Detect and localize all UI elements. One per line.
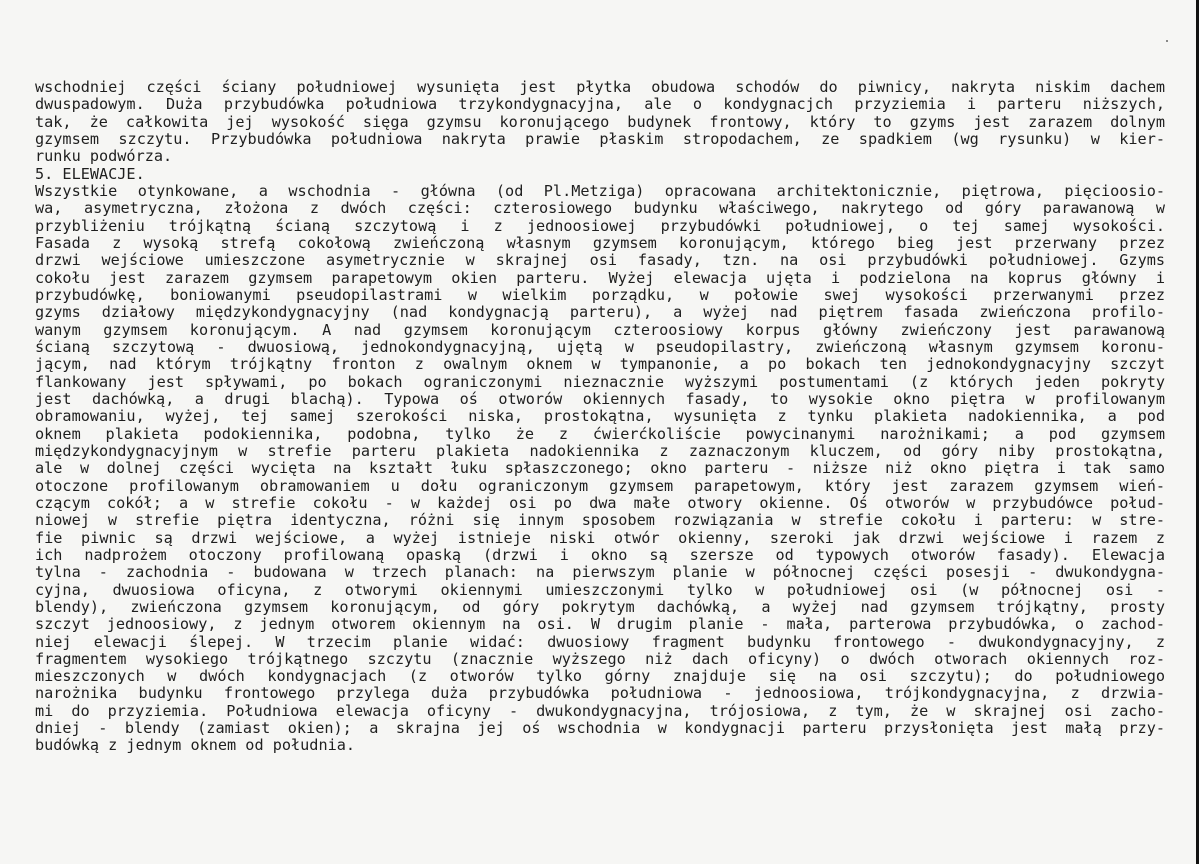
scan-speck — [1166, 40, 1168, 42]
text-line: runku podwórza. — [35, 148, 173, 166]
text-line: wschodniej części ściany południowej wysunięta jest płytka obudowa schodów do piwnicy, nakryta niskim dachem — [35, 79, 1165, 96]
text-line: dniej - blendy (zamiast okien); a skrajna jej oś wschodnia w kondygnacji parteru przysłonięta jest małą przy- — [35, 720, 1165, 738]
text-line: obramowaniu, wyżej, tej samej szerokości niska, prostokątna, wysunięta z tynku plakieta nadokiennika, a pod — [35, 408, 1165, 426]
text-line: tak, że całkowita jej wysokość sięga gzymsu koronującego budynek frontowy, który to gzyms jest zarazem dolnym — [35, 113, 1165, 131]
text-line: przybliżeniu trójkątną ścianą szczytową i z jednoosiowej przybudówki południowej, o tej samej wysokości. — [35, 217, 1165, 235]
text-line: jest dachówką, a drugi blachą). Typowa oś otworów okiennych fasady, to wysokie okno piętra w profilowanym — [35, 390, 1165, 408]
text-line: blendy), zwieńczona gzymsem koronującym, od góry pokrytym dachówką, a wyżej nad gzymsem trójkątny, prosty — [35, 598, 1165, 616]
text-line: szczyt jednoosiowy, z jednym otworem okiennym na osi. W drugim planie - mała, parterowa przybudówka, o zachod- — [35, 616, 1165, 634]
text-line: czącym cokół; a w strefie cokołu - w każdej osi po dwa małe otwory okienne. Oś otworów w przybudówce połud- — [35, 494, 1165, 512]
text-line: niowej w strefie piętra identyczna, różni się innym sposobem rozwiązania w strefie cokołu i parteru: w stre- — [35, 512, 1165, 530]
document-text — [35, 79, 1165, 755]
text-line: Wszystkie otynkowane, a wschodnia - główna (od Pl.Metziga) opracowana architektonicznie, piętrowa, pięcioosio- — [35, 182, 1165, 200]
text-line: fie piwnic są drzwi wejściowe, a wyżej istnieje niski otwór okienny, szeroki jak drzwi wejściowe i razem z — [35, 529, 1165, 547]
text-line: niej elewacji ślepej. W trzecim planie widać: dwuosiowy fragment budynku frontowego - dwukondygnacyjny, z — [35, 633, 1165, 651]
text-line: cyjna, dwuosiowa oficyna, z otworymi okiennymi umieszczonymi tylko w południowej osi (w północnej osi - — [35, 581, 1165, 599]
text-line: oknem plakieta podokiennika, podobna, tylko że z ćwierćkoliście powycinanymi narożnikami; a pod gzymsem — [35, 425, 1165, 443]
text-line: ich nadprożem otoczony profilowaną opaską (drzwi i okno są szersze od typowych otworów fasady). Elewacja — [35, 546, 1165, 564]
text-line: gzyms działowy międzykondygnacyjny (nad kondygnacją parteru), a wyżej nad piętrem fasada zwieńczona profilo- — [35, 304, 1165, 322]
text-line: ale w dolnej części wycięta na kształt łuku spłaszczonego; okno parteru - niższe niż okno piętra i tak samo — [35, 460, 1165, 478]
text-line: drzwi wejściowe umieszczone asymetrycznie w skrajnej osi fasady, tzn. na osi przybudówki południowej. Gzyms — [35, 252, 1165, 270]
text-line: flankowany jest spływami, po bokach ograniczonymi nieznacznie wyższymi postumentami (z których jeden pokryty — [35, 373, 1165, 391]
text-line: przybudówkę, boniowanymi pseudopilastrami w wielkim porządku, w połowie swej wysokości przerwanymi przez — [35, 286, 1165, 304]
text-line: wanym gzymsem koronującym. A nad gzymsem koronującym czteroosiowy korpus główny zwieńczony jest parawanową — [35, 321, 1165, 339]
text-line: otoczone profilowanym obramowaniem u dołu ograniczonym gzymsem parapetowym, który jest zarazem gzymsem wień- — [35, 477, 1165, 495]
text-line: dwuspadowym. Duża przybudówka południowa trzykondygnacyjna, ale o kondygnacjch przyziemia i parteru niższych, — [35, 96, 1165, 114]
text-line: tylna - zachodnia - budowana w trzech planach: na pierwszym planie w północnej części posesji - dwukondygna- — [35, 564, 1165, 582]
text-line: budówką z jednym oknem od południa. — [35, 737, 356, 755]
text-line: Fasada z wysoką strefą cokołową zwieńczoną własnym gzymsem koronującym, którego bieg jest przerwany przez — [35, 234, 1165, 252]
text-line: cokołu jest zarazem gzymsem parapetowym okien parteru. Wyżej elewacja ujęta i podzielona na koprus główny i — [35, 269, 1165, 287]
text-line: międzykondygnacyjnym w strefie parteru plakieta nadokiennika z zaznaczonym kluczem, od góry niby prostokątna, — [35, 442, 1165, 460]
text-line: narożnika budynku frontowego przylega duża przybudówka południowa - jednoosiowa, trójkondygnacyjna, z drzwia- — [35, 685, 1165, 703]
text-line: mi do przyziemia. Południowa elewacja oficyny - dwukondygnacyjna, trójosiowa, z tym, że w skrajnej osi zacho- — [35, 702, 1165, 720]
text-line: jącym, nad którym trójkątny fronton z owalnym oknem w tympanonie, a po bokach ten jednokondygnacyjny szczyt — [35, 356, 1165, 374]
text-line: fragmentem wysokiego trójkątnego szczytu (znacznie wyższego niż dach oficyny) o dwóch otworach okiennych roz- — [35, 650, 1165, 668]
text-line: 5. ELEWACJE. — [35, 165, 145, 183]
text-line: ścianą szczytową - dwuosiową, jednokondygnacyjną, ujętą w pseudopilastry, zwieńczoną własnym gzymsem koronu- — [35, 338, 1165, 356]
text-line: wa, asymetryczna, złożona z dwóch części: czterosiowego budynku właściwego, nakrytego od góry parawanową w — [35, 200, 1165, 218]
text-line: mieszczonych w dwóch kondygnacjach (z otworów tylko górny znajduje się na osi szczytu); do południowego — [35, 668, 1165, 686]
text-line: gzymsem szczytu. Przybudówka południowa nakryta prawie płaskim stropodachem, ze spadkiem (wg rysunku) w kier- — [35, 130, 1165, 148]
